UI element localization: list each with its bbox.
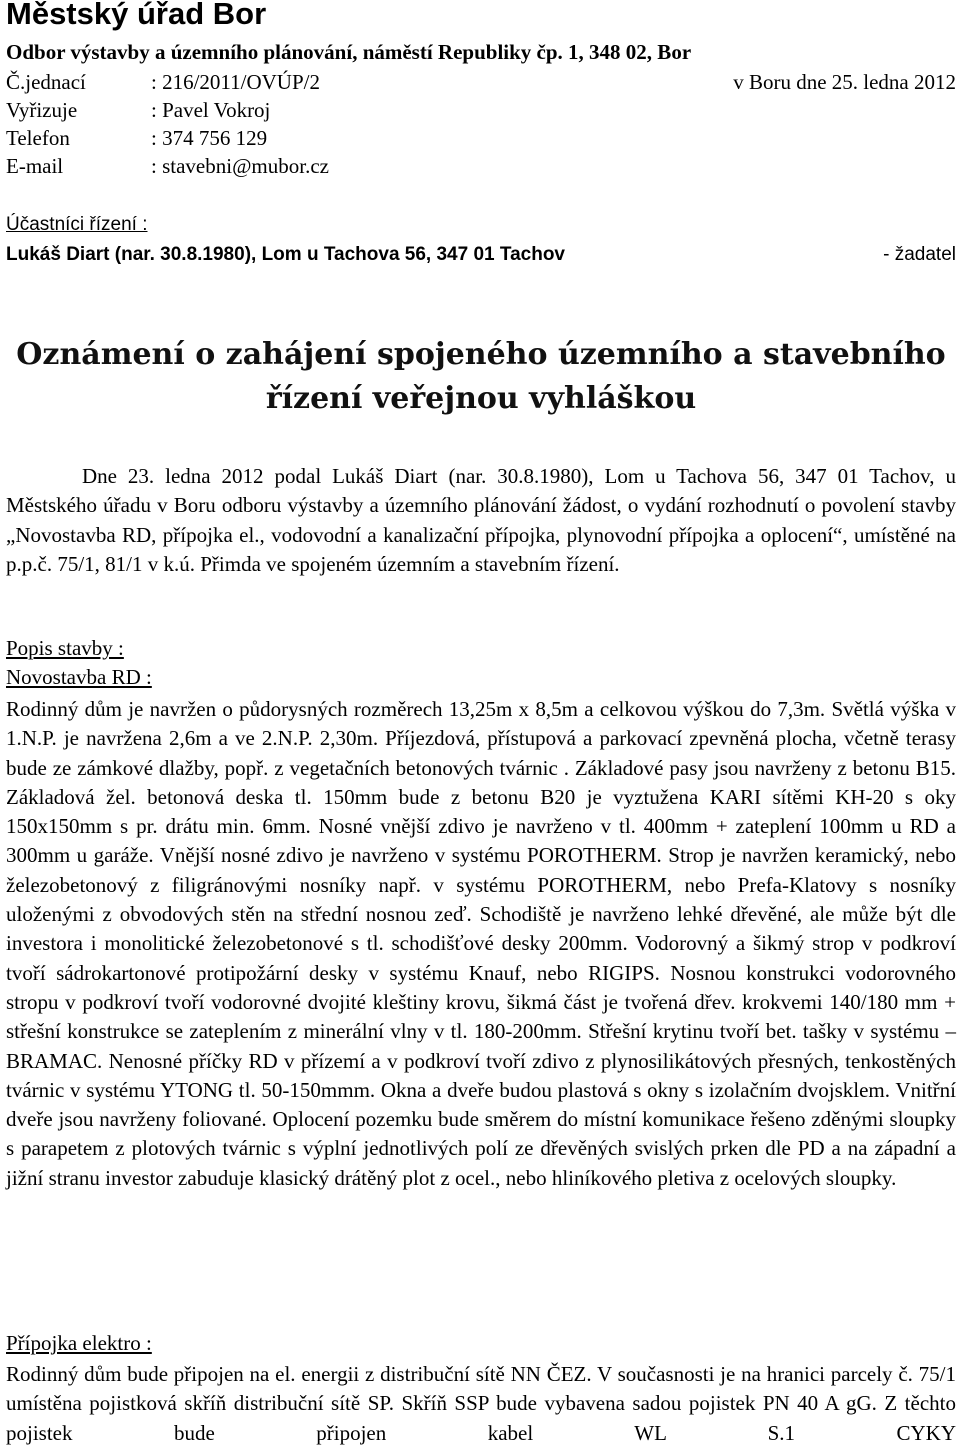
description-paragraph: Rodinný dům je navržen o půdorysných rozměrech 13,25m x 8,5m a celkovou výškou do 7,3m. Světlá výška v 1.N.P. je navržena 2,6m a ve 2.N.P. 2,30m. Příjezdová, přístupová a parkovací zpevněná plocha, včetně terasy bude ze zámkové dlažby, popř. z vegetačních betonových tvárnic . Základové pasy jsou navrženy z betonu B15. Základová žel. betonová deska tl. 150mm bude z betonu B20 je vyztužena KARI sítěmi KH-20 s oky 150x150mm s pr. drátu min. 6mm. Nosné vnější zdivo je navrženo v tl. 400mm + zateplení 100mm u RD a 300mm u garáže. Vnější nosné zdivo je navrženo v systému POROTHERM. Strop je navržen keramický, nebo železobetonový z filigránovými nosníky např. v systému POROTHERM, nebo Prefa-Klatovy s nosníky uloženými z obvodových stěn na střední nosnou zeď. Schodiště je navrženo lehké dřevěné, ale může být dle investora i monolitické železobetonové s tl. schodišťové desky 200mm. Vodorovný a šikmý strop v podkroví tvoří sádrokartonové protipožární desky v systému Knauf, nebo RIGIPS. Nosnou konstrukci vodorovného stropu v podkroví tvoří vodorovné dvojité kleštiny krovu, šikmá část je tvořená dřev. krokvemi 140/180 mm + střešní konstrukce se zateplením z minerální vlny v tl. 180-200mm. Střešní krytinu tvoří bet. tašky v systému – BRAMAC. Nenosné příčky RD v přízemí a v podkroví tvoří zdivo z plynosilikátových přesných, tenkostěných tvárnic v systému YTONG tl. 50-150mmm. Okna a dveře budou plastová s okny s izolačním dvojsklem. Vnitřní dveře jsou navrženy foliované. Oplocení pozemku bude směrem do místní komunikace řešeno zděnými sloupky s parapetem z plotových tvárnic s výplní jednotlivých polí ze dřevěných svislých prken dle PD a na západní a jižní stranu investor zabuduje klasický drátěný plot z ocel., nebo hliníkového pletiva z ocelových sloupky. [6,697,956,1190]
email-value: : stavebni@mubor.cz [151,154,329,178]
applicant-role: - žadatel [883,244,956,265]
handler-row [6,98,270,123]
electric-paragraph: Rodinný dům bude připojen na el. energii z distribuční sítě NN ČEZ. V současnosti je na hranici parcely č. 75/1 umístěna pojistková skříň distribuční sítě SP. Skříň SSP bude vybavena sadou pojistek PN 40 A gG. Z těchto pojistek bude připojen kabel WL S.1 CYKY [6,1362,956,1445]
handler-value: : Pavel Vokroj [151,98,271,122]
email-label: E-mail [6,154,64,178]
reference-value: : 216/2011/OVÚP/2 [151,70,320,94]
phone-value: : 374 756 129 [151,126,268,150]
applicant: Lukáš Diart (nar. 30.8.1980), Lom u Tachova 56, 347 01 Tachov [6,244,565,265]
handler-label: Vyřizuje [6,98,78,122]
intro-text: Dne 23. ledna 2012 podal Lukáš Diart (nar. 30.8.1980), Lom u Tachova 56, 347 01 Tachov, u Městského úřadu v Boru odboru výstavby a územního plánování žádost, o vydání rozhodnutí o povolení stavby „Novostavba RD, přípojka el., vodovodní a kanalizační přípojka, plynovodní přípojka a oplocení“, umístěné na p.p.č. 75/1, 81/1 v k.ú. Přimda ve spojeném územním a stavebním řízení. [6,464,956,576]
phone-row [6,126,267,151]
description-heading: Popis stavby : [6,636,124,660]
office-name: Městský úřad Bor [6,0,267,31]
email-row [6,154,329,179]
intro-paragraph [6,462,956,579]
notice-title-line-1: Oznámení o zahájení spojeného územního a stavebního [16,337,946,372]
reference-label: Č.jednací [6,70,86,94]
reference-row [6,70,320,95]
notice-title [6,333,956,421]
place-date: v Boru dne 25. ledna 2012 [733,70,956,94]
new-house-heading: Novostavba RD : [6,665,152,689]
participants-heading: Účastníci řízení : [6,214,148,235]
electric-heading: Přípojka elektro : [6,1331,152,1355]
phone-label: Telefon [6,126,70,150]
department-address: Odbor výstavby a územního plánování, náměstí Republiky čp. 1, 348 02, Bor [6,40,692,64]
notice-title-line-2: řízení veřejnou vyhláškou [265,381,697,416]
